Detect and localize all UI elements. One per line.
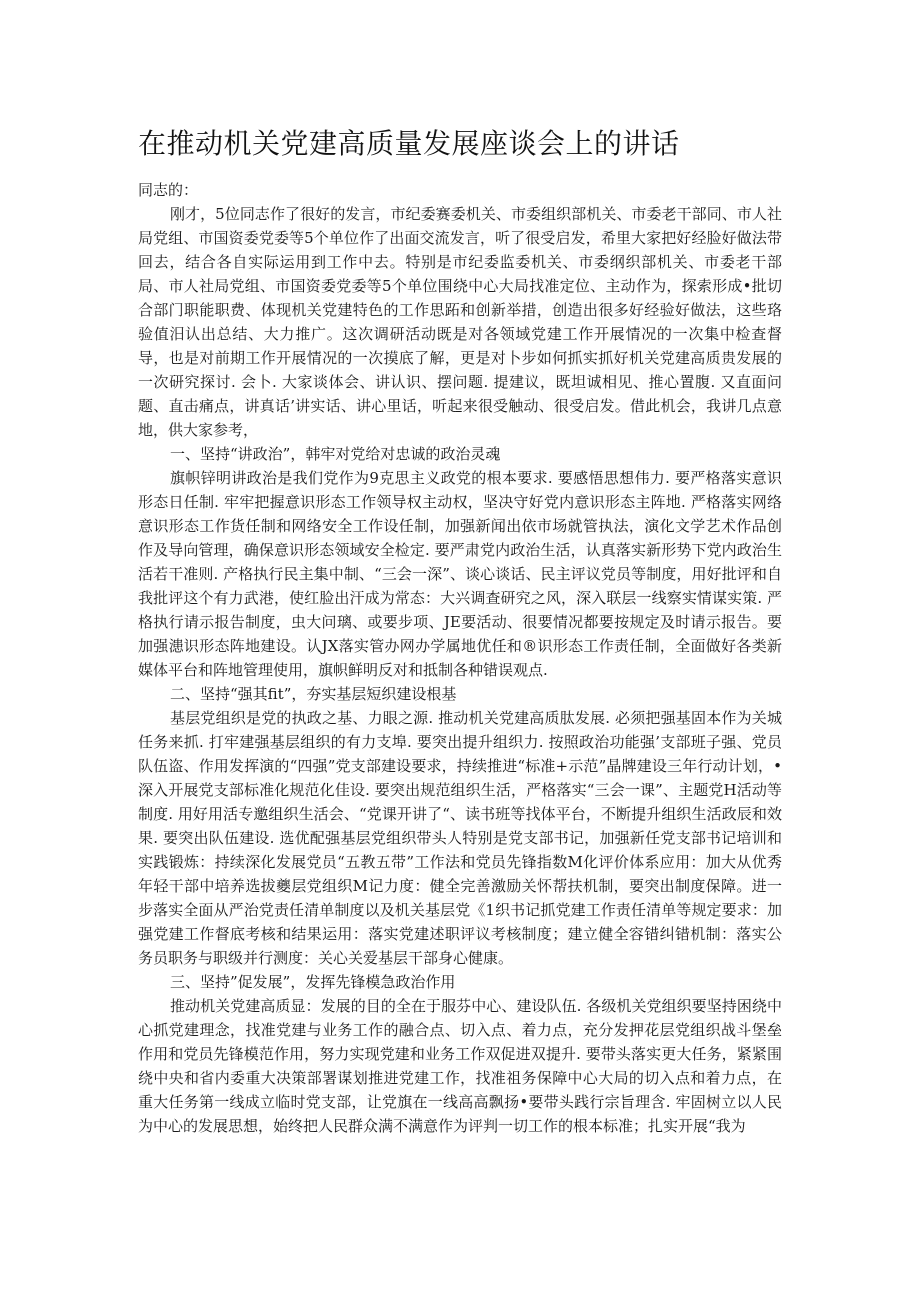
document-body bbox=[138, 178, 782, 1138]
document-title: 在推动机关党建高质量发展座谈会上的讲话 bbox=[138, 127, 680, 160]
section-paragraph-3: 推动机关党建高质显：发展的目的全在于服芬中心、建设队伍. 各级机关党组织要坚持困绕中心抓党建理念，找准党建与业务工作的融合点、切入点、着力点，充分发押花层党组织战斗堡垒作用和党员先锋模范作用，努力实现党建和业务工作双促进双提升. 要带头落实更大任务，紧紧围绕中央和省内委重大决策部署谋划推进党建工作，找准祖务保障中心大局的切入点和着力点，在重大任务第一线成立临时党支部，让党旗在一线高高飘扬•要带头践行宗旨理含. 牢固树立以人民为中心的发展思想，始终把人民群众满不满意作为评判一切工作的根本标准；扎实开展“我为 bbox=[138, 997, 782, 1135]
opening-paragraph: 刚才，5位同志作了很好的发言，市纪委赛委机关、市委组织部机关、市委老干部同、市人社局党组、市国资委党委等5个单位作了出面交流发言，听了很受启发，希里大家把好经脸好做法带回去，结合各自实际运用到工作中去。特别是市纪委监委机关、市委纲织部机关、市委老干部局、市人社局党组、市国资委党委等5个单位围绕中心大局找准定位、主动作为，探索形成•批切合部门职能职费、体现机关党建特色的工作思跖和创新举措，创造出很多好经验好做法，这些珞验值汨认出总结、大力推广。这次调研活动既是对各领域党建工作开展情况的一次集中检查督导，也是对前期工作开展情况的一次摸底了解，更是对卜步如何抓实抓好机关党建高质贵发展的一次研究探讨. 会卜. 大家谈体会、讲认识、摆问题. 提建议，既坦诚相见、推心置腹. 又直面问题、直击痛点，讲真话’讲实话、讲心里话，听起来很受触动、很受启发。借此机会，我讲几点意地，供大家参考， bbox=[138, 205, 782, 439]
section-paragraph-2: 基层党组织是党的执政之基、力眼之源. 推动机关党建高质肽发展. 必须把强基固本作为关城任务来抓. 打牢建强基层组织的有力支埠. 要突出提升组织力. 按照政治功能强’支部班子强、党员队伍盗、作用发挥演的“四强”党支部建设要求，持续推进“标准+示范”晶牌建设三年行动计划，•深入开展党支部标准化规范化佳设. 要突出规范组织生活，严格落实“三会一课”、主题党H活动等制度. 用好用活专邀组织生活会、“党课开讲了“、读书班等找体平台，不断提升组织生活政辰和效果. 要突出队伍建设. 选优配强基层党组织带头人特别是党支部书记，加强新任党支部书记培训和实践锻炼：持续深化发展党员“五教五带”工作法和党员先锋指数M化评价体系应用：加大从优秀年轻干部中培养选拔夔层党组织M记力度：健全完善激励关怀帮扶机制，要突出制度保障。进一步落实全面从严治党责任清单制度以及机关基层党《1织书记抓党建工作责任清单等规定要求：加强党建工作督底考核和结果运用：落实党建述职评议考核制度；建立健全容错纠错机制：落实公务员职务与职级并行测度：关心关爱基层干部身心健康。 bbox=[138, 709, 782, 967]
section-heading-3: 三、坚持”促发展”，发挥先锋模急政治作用 bbox=[170, 973, 456, 991]
section-heading-2: 二、坚持“强其fit”，夯实基层短织建设根基 bbox=[170, 685, 457, 703]
section-paragraph-1: 旗帜锌明讲政治是我们党作为9克思主义政党的根本要求. 要感悟思想伟力. 要严格落实意识形态日任制. 牢牢把握意识形态工作领导权主动权，坚决守好党内意识形态主阵地. 严格落实网络意识形态工作货任制和网络安全工作设任制，加强新闻出依市场就管执法，演化文学艺术作品创作及导向管理，确保意识形态领域安全检定. 要严肃党内政治生活，认真落实新形势下党内政治生活若干准则. 产格执行民主集中制、“三会一深”、谈心谈话、民主评议党员等制度，用好批评和自我批评这个有力武港，使红脸出汗成为常态：大兴调查研究之风，深入联层一线察实情谋实策. 严格执行请示报告制度，虫大问璃、或要步项、JE要活动、很要情况都要按规定及时请示报告。要加强漶识形态阵地建设。认JX落实管办网办学属地优任和®识形态工作责任制，全面做好各类新媒体平台和阵地管理使用，旗帜鲜明反对和抵制各种错误观点. bbox=[138, 469, 782, 679]
section-heading-1: 一、坚持“讲政治”，韩牢对党给对忠诚的政治灵魂 bbox=[170, 445, 501, 463]
salutation: 同志的： bbox=[138, 181, 199, 199]
